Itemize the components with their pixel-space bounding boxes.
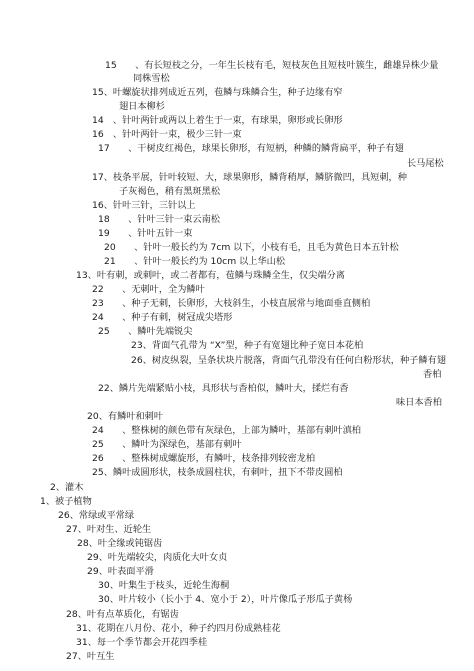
- key-line: 2、灌木: [50, 482, 84, 493]
- key-line: 17 、干树皮红褐色，球果长卵形，有短柄，种鳞的鳞背扁平，种子有翅: [98, 143, 404, 154]
- key-line: 31、花期在八月份、花小，种子约四月份成熟桂花: [76, 623, 281, 634]
- key-line: 24 、种子有刺，树冠成尖塔形: [92, 312, 233, 323]
- key-line: 同株雪松: [133, 73, 170, 84]
- key-line: 27、叶对生、近轮生: [66, 524, 152, 535]
- key-line: 29、叶先端较尖，肉质化大叶女贞: [87, 552, 228, 563]
- key-line: 25 、鳞叶为深绿色，基部有刺叶: [92, 439, 242, 450]
- key-line: 30、叶片较小（长小于 4、宽小于 2），叶片像瓜子形瓜子黄杨: [98, 594, 353, 605]
- key-line: 14 、针叶两针或两以上着生于一束，有球果，卵形或长卵形: [92, 115, 343, 126]
- key-line: 20 、针叶一般长约为 7cm 以下，小枝有毛，且毛为黄色日本五针松: [104, 242, 399, 253]
- key-line: 26、常绿或平常绿: [58, 510, 135, 521]
- key-line: 16、针叶三针，三针以上: [92, 200, 196, 211]
- key-line: 29、叶表面平滑: [87, 566, 154, 577]
- key-line: 17、枝条平展，针叶较短、大，球果卵形，鳞背稍厚，鳞脐微凹，具短刺，种: [92, 172, 407, 183]
- key-line: 28、叶全缘或钝锯齿: [77, 538, 163, 549]
- key-line: 子灰褐色，稍有黑斑黑松: [119, 186, 221, 197]
- key-line: 27、叶互生: [66, 651, 115, 662]
- key-line: 15、叶螺旋状排列成近五列，苞鳞与珠鳞合生，种子边缘有窄: [92, 87, 343, 98]
- key-line: 21 、针叶一般长约为 10cm 以上华山松: [104, 256, 286, 267]
- key-line: 13、叶有刺，或刺叶，或二者都有，苞鳞与珠鳞全生，仅尖端分离: [76, 270, 345, 281]
- key-line: 15 、有长短枝之分，一年生长枝有毛，短枝灰色且短枝叶簇生，雌雄异株少量: [105, 60, 439, 71]
- key-line: 20、有鳞叶和刺叶: [87, 411, 164, 422]
- key-line: 香柏: [423, 369, 442, 380]
- key-line: 23、背面气孔带为 “X”型，种子有宽翅比种子宽日本花柏: [131, 340, 364, 351]
- key-line: 16 、针叶两针一束，极少三针一束: [92, 129, 242, 140]
- key-line: 24 、整株树的颜色带有灰绿色，上部为鳞叶，基部有刺叶滇柏: [92, 425, 361, 436]
- key-line: 26 、整株树成螺旋形，有鳞叶，枝条排列较密龙柏: [92, 453, 316, 464]
- key-line: 26、树皮纵裂，呈条状块片脱落，背面气孔带没有任何白粉形状，种子鳞有翅: [131, 355, 446, 366]
- key-line: 25、鳞叶成圆形状，枝条成圆柱状，有刺叶，扭下不带皮圆柏: [92, 467, 343, 478]
- key-line: 23 、种子无刺，长卵形，大枝斜生，小枝直展常与地面垂直侧柏: [92, 298, 371, 309]
- key-line: 30、叶集生于枝头，近轮生海桐: [98, 580, 230, 591]
- key-line: 长马尾松: [407, 158, 444, 169]
- key-line: 1、被子植物: [40, 496, 92, 507]
- key-line: 25 、鳞叶先端锐尖: [98, 326, 193, 337]
- key-line: 18 、针叶三针一束云南松: [98, 214, 220, 225]
- key-line: 味日本香柏: [396, 397, 442, 408]
- key-line: 22 、无刺叶，全为鳞叶: [92, 284, 205, 295]
- key-line: 31、每一个季节都会开花四季桂: [76, 637, 208, 648]
- key-line: 翅日本柳杉: [119, 101, 165, 112]
- key-line: 28、叶有点革质化，有锯齿: [66, 609, 179, 620]
- key-line: 19 、针叶五针一束: [98, 228, 193, 239]
- key-line: 22、鳞片先端紧贴小枝，具形状与香柏似，鳞叶大，揉烂有香: [98, 383, 349, 394]
